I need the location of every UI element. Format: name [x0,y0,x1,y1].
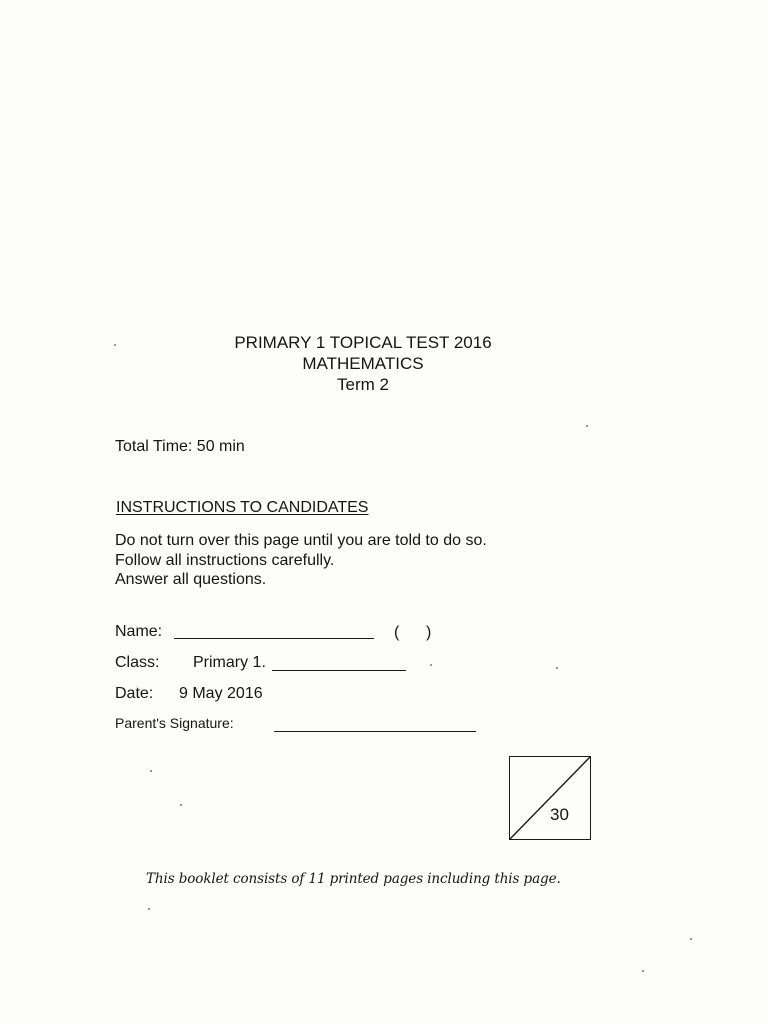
scan-speck [150,770,152,772]
scan-speck [430,664,432,666]
instructions-list [115,531,487,590]
date-value: 9 May 2016 [179,685,263,702]
scan-speck [586,425,588,427]
name-field-line[interactable] [174,638,374,639]
instructions-heading: INSTRUCTIONS TO CANDIDATES [116,499,369,516]
scan-speck [114,344,116,346]
scan-speck [148,908,150,910]
date-label: Date: [115,685,154,702]
term-label: Term 2 [337,375,389,394]
score-box [509,756,591,840]
name-label: Name: [115,623,163,640]
parent-signature-line[interactable] [274,731,476,732]
total-marks: 30 [550,805,569,824]
parent-signature-label: Parent's Signature: [115,715,234,731]
score-divider-line [510,757,590,839]
register-number-field[interactable]: ( ) [394,624,432,641]
class-label: Class: [115,654,160,671]
page-count-note: This booklet consists of 11 printed pages including this page. [146,871,561,887]
class-field-line[interactable] [272,670,406,671]
scan-speck [180,804,182,806]
test-title: PRIMARY 1 TOPICAL TEST 2016 [234,333,492,352]
class-value: Primary 1. [193,654,266,671]
instruction-item: Follow all instructions carefully. [115,551,335,569]
instruction-item: Do not turn over this page until you are told to do so. [115,532,487,549]
total-time: Total Time: 50 min [115,438,245,455]
test-header [0,332,726,395]
scan-speck [642,970,644,972]
scan-speck [556,667,558,669]
subject-title: MATHEMATICS [302,354,424,373]
scan-speck [690,938,692,940]
instruction-item: Answer all questions. [115,571,267,588]
